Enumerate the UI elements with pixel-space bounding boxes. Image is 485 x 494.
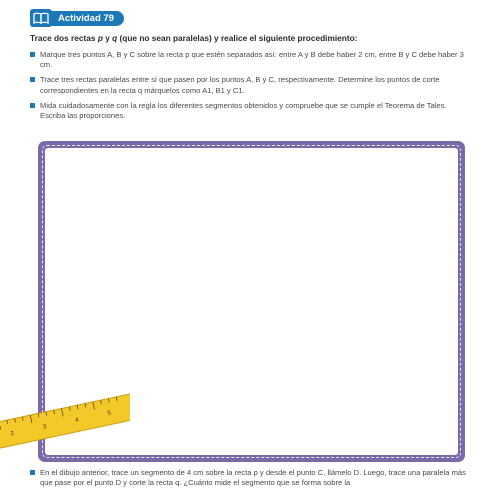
step-item bbox=[30, 50, 470, 70]
bullet-icon bbox=[30, 77, 35, 82]
bullet-icon bbox=[30, 103, 35, 108]
ruler-icon bbox=[0, 390, 130, 450]
ruler-tick-label: 3 bbox=[42, 424, 48, 431]
book-icon bbox=[30, 9, 52, 27]
steps-list bbox=[30, 50, 470, 126]
step-text: Marque tres puntos A, B y C sobre la recta p que estén separados así: entre A y B debe haber 2 cm, entre B y C debe haber 3 cm. bbox=[40, 50, 464, 70]
final-step bbox=[30, 468, 480, 488]
bullet-icon bbox=[30, 52, 35, 57]
activity-badge: Actividad 79 bbox=[50, 11, 124, 26]
ruler-tick-label: 5 bbox=[107, 410, 112, 417]
activity-header bbox=[30, 9, 124, 27]
step-item bbox=[30, 101, 470, 121]
ruler-tick-label: 4 bbox=[74, 417, 80, 424]
ruler-tick-label: 2 bbox=[10, 430, 15, 438]
activity-title: Trace dos rectas p y q (que no sean paralelas) y realice el siguiente procedimiento: bbox=[30, 33, 358, 43]
final-step-text: En el dibujo anterior, trace un segmento de 4 cm sobre la recta p y desde el punto C, llámelo D. Luego, trace una paralela más que pase por el punto D y corte la recta q. ¿Cuánto mide el segmento que se forma sobre la bbox=[40, 468, 466, 488]
step-text: Trace tres rectas paralelas entre sí que pasen por los puntos A, B y C, respectivamente. Determine los puntos de corte correspondientes en la recta q márquelos como A1, B1 y C1. bbox=[40, 75, 440, 95]
step-text: Mida cuidadosamente con la regla los diferentes segmentos obtenidos y compruebe que se cumple el Teorema de Tales. Escriba las proporciones. bbox=[40, 100, 447, 121]
step-item bbox=[30, 75, 470, 95]
bullet-icon bbox=[30, 470, 35, 475]
